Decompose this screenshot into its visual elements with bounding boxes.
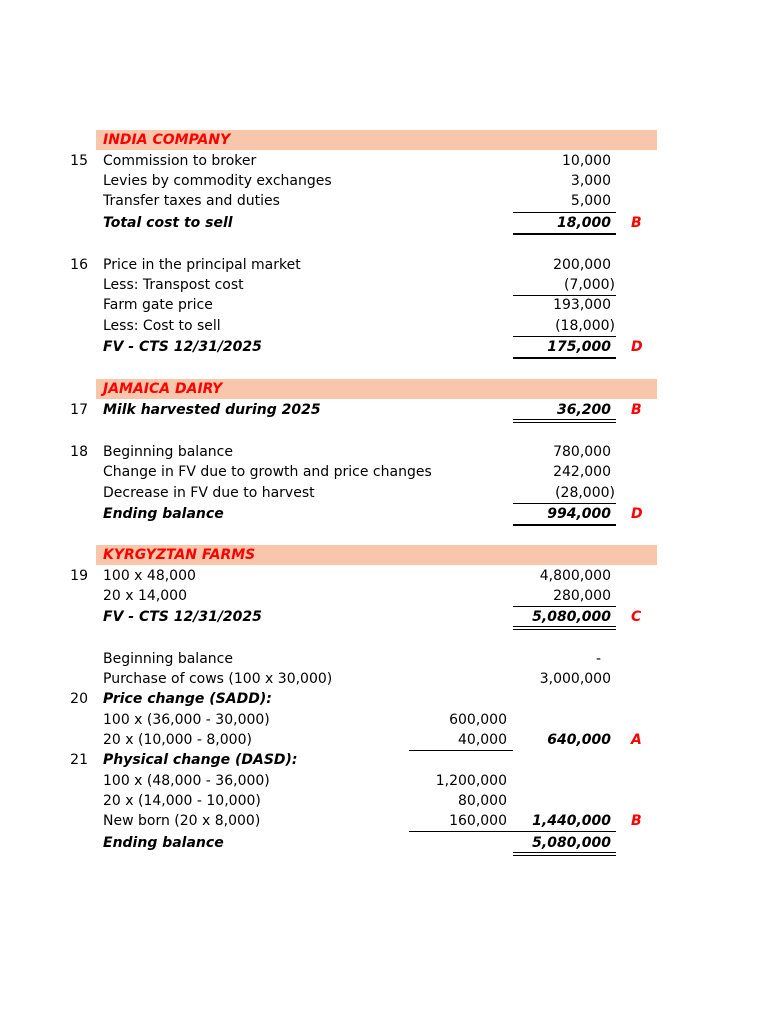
row-subamount: 600,000: [449, 712, 507, 728]
question-number-20: 20: [70, 691, 88, 707]
row-label: 100 x (36,000 - 30,000): [103, 712, 270, 728]
total-label: FV - CTS 12/31/2025: [103, 339, 262, 355]
total-label: Milk harvested during 2025: [103, 402, 321, 418]
question-number-17: 17: [70, 402, 88, 418]
row-amount: 242,000: [553, 464, 611, 480]
total-amount: 1,440,000: [532, 813, 611, 829]
row-label: Transfer taxes and duties: [103, 193, 280, 209]
row-amount: (7,000): [563, 277, 615, 293]
row-label: Less: Transpost cost: [103, 277, 244, 293]
answer-letter-21: B: [631, 813, 642, 829]
row-amount: 193,000: [553, 297, 611, 313]
row-amount: 200,000: [553, 257, 611, 273]
total-amount: 36,200: [556, 402, 611, 418]
row-subamount: 160,000: [449, 813, 507, 829]
question-number-15: 15: [70, 153, 88, 169]
row-amount: 5,000: [570, 193, 611, 209]
total-label: Ending balance: [103, 506, 224, 522]
row-label: Change in FV due to growth and price changes: [103, 464, 432, 480]
answer-letter-16: D: [631, 339, 643, 355]
total-label: Ending balance: [103, 835, 224, 851]
total-label: Total cost to sell: [103, 215, 233, 231]
row-label: 100 x (48,000 - 36,000): [103, 773, 270, 789]
total-amount: 994,000: [547, 506, 611, 522]
row-subamount: 1,200,000: [435, 773, 507, 789]
row-amount: 3,000: [570, 173, 611, 189]
section-title-kyrgyztan: KYRGYZTAN FARMS: [103, 547, 256, 563]
row-label: Less: Cost to sell: [103, 318, 221, 334]
answer-letter-20: A: [631, 732, 642, 748]
row-label: Beginning balance: [103, 651, 233, 667]
row-amount: 280,000: [553, 588, 611, 604]
row-label: Commission to broker: [103, 153, 257, 169]
row-amount: 4,800,000: [539, 568, 611, 584]
question-number-21: 21: [70, 752, 88, 768]
total-label: FV - CTS 12/31/2025: [103, 609, 262, 625]
total-amount: 640,000: [547, 732, 611, 748]
row-amount: 10,000: [562, 153, 611, 169]
row-amount: 3,000,000: [539, 671, 611, 687]
subtotal-rule: [409, 831, 513, 832]
row-label: 20 x (10,000 - 8,000): [103, 732, 252, 748]
total-rule: [513, 233, 616, 235]
row-label: Decrease in FV due to harvest: [103, 485, 315, 501]
row-amount: (28,000): [555, 485, 615, 501]
row-label: Purchase of cows (100 x 30,000): [103, 671, 333, 687]
row-label: Price in the principal market: [103, 257, 301, 273]
row-label: 20 x (14,000 - 10,000): [103, 793, 261, 809]
total-rule: [513, 524, 616, 526]
section-title-jamaica: JAMAICA DAIRY: [103, 381, 223, 397]
row-amount: 780,000: [553, 444, 611, 460]
answer-letter-15: B: [631, 215, 642, 231]
answer-letter-19: C: [631, 609, 642, 625]
double-rule: [513, 852, 616, 856]
subheading: Physical change (DASD):: [103, 752, 298, 768]
section-title-india: INDIA COMPANY: [103, 132, 231, 148]
subtotal-rule: [513, 831, 616, 832]
subheading: Price change (SADD):: [103, 691, 272, 707]
row-label: New born (20 x 8,000): [103, 813, 261, 829]
row-label: Farm gate price: [103, 297, 213, 313]
answer-letter-18: D: [631, 506, 643, 522]
double-rule: [513, 626, 616, 630]
row-subamount: 40,000: [458, 732, 507, 748]
row-label: 20 x 14,000: [103, 588, 187, 604]
question-number-19: 19: [70, 568, 88, 584]
double-rule: [513, 419, 616, 423]
total-amount: 5,080,000: [532, 609, 611, 625]
row-subamount: 80,000: [458, 793, 507, 809]
total-amount: 18,000: [556, 215, 611, 231]
row-amount: (18,000): [555, 318, 615, 334]
total-rule: [513, 357, 616, 359]
row-label: 100 x 48,000: [103, 568, 196, 584]
row-amount: -: [595, 651, 601, 667]
row-label: Beginning balance: [103, 444, 233, 460]
subtotal-rule: [409, 750, 513, 751]
total-amount: 5,080,000: [532, 835, 611, 851]
answer-letter-17: B: [631, 402, 642, 418]
total-amount: 175,000: [547, 339, 611, 355]
row-label: Levies by commodity exchanges: [103, 173, 332, 189]
question-number-16: 16: [70, 257, 88, 273]
question-number-18: 18: [70, 444, 88, 460]
